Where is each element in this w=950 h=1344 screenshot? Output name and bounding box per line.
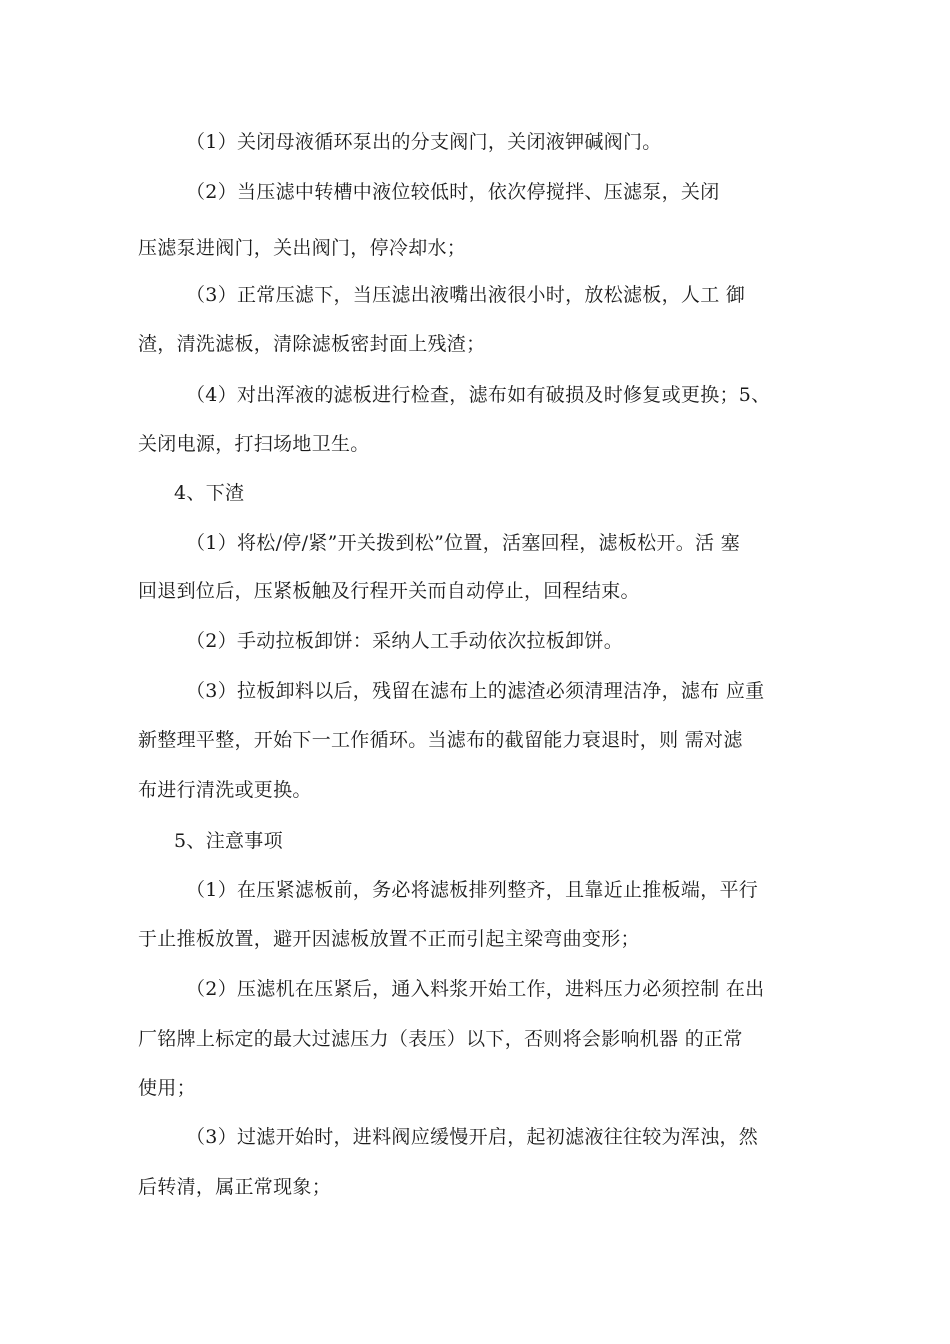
paragraph-line: 压滤泵进阀门，关出阀门，停冷却水； — [138, 237, 467, 259]
paragraph-line: 厂铭牌上标定的最大过滤压力（表压）以下，否则将会影响机器 的正常 — [138, 1028, 743, 1050]
paragraph-line: （2）当压滤中转槽中液位较低时，依次停搅拌、压滤泵，关闭 — [186, 181, 720, 203]
paragraph-line: （4）对出浑液的滤板进行检查，滤布如有破损及时修复或更换；5、 — [186, 384, 771, 406]
paragraph-line: （2）压滤机在压紧后，通入料浆开始工作，进料压力必须控制 在出 — [186, 978, 765, 1000]
paragraph-line: 于止推板放置，避开因滤板放置不正而引起主梁弯曲变形； — [138, 928, 640, 950]
section-heading: 4、下渣 — [174, 482, 245, 504]
paragraph-line: （2）手动拉板卸饼：采纳人工手动依次拉板卸饼。 — [186, 630, 623, 652]
paragraph-line: 关闭电源，打扫场地卫生。 — [138, 433, 370, 455]
paragraph-line: （1）在压紧滤板前，务必将滤板排列整齐，且靠近止推板端，平行 — [186, 879, 759, 901]
paragraph-line: 回退到位后，压紧板触及行程开关而自动停止，回程结束。 — [138, 580, 640, 602]
paragraph-line: 渣，清洗滤板，清除滤板密封面上残渣； — [138, 333, 486, 355]
paragraph-line: （3）过滤开始时，进料阀应缓慢开启，起初滤液往往较为浑浊，然 — [186, 1126, 759, 1148]
paragraph-line: 后转清，属正常现象； — [138, 1176, 332, 1198]
paragraph-line: （3）正常压滤下，当压滤出液嘴出液很小时，放松滤板，人工 御 — [186, 284, 746, 306]
paragraph-line: （1）关闭母液循环泵出的分支阀门，关闭液钾碱阀门。 — [186, 131, 662, 153]
paragraph-line: （1）将松/停/紧”开关拨到松”位置，活塞回程，滤板松开。活 塞 — [186, 532, 740, 554]
paragraph-line: 新整理平整，开始下一工作循环。当滤布的截留能力衰退时，则 需对滤 — [138, 729, 743, 751]
paragraph-line: 布进行清洗或更换。 — [138, 779, 312, 801]
paragraph-line: （3）拉板卸料以后，残留在滤布上的滤渣必须清理洁净，滤布 应重 — [186, 680, 765, 702]
section-heading: 5、注意事项 — [174, 830, 283, 852]
paragraph-line: 使用； — [138, 1077, 196, 1099]
